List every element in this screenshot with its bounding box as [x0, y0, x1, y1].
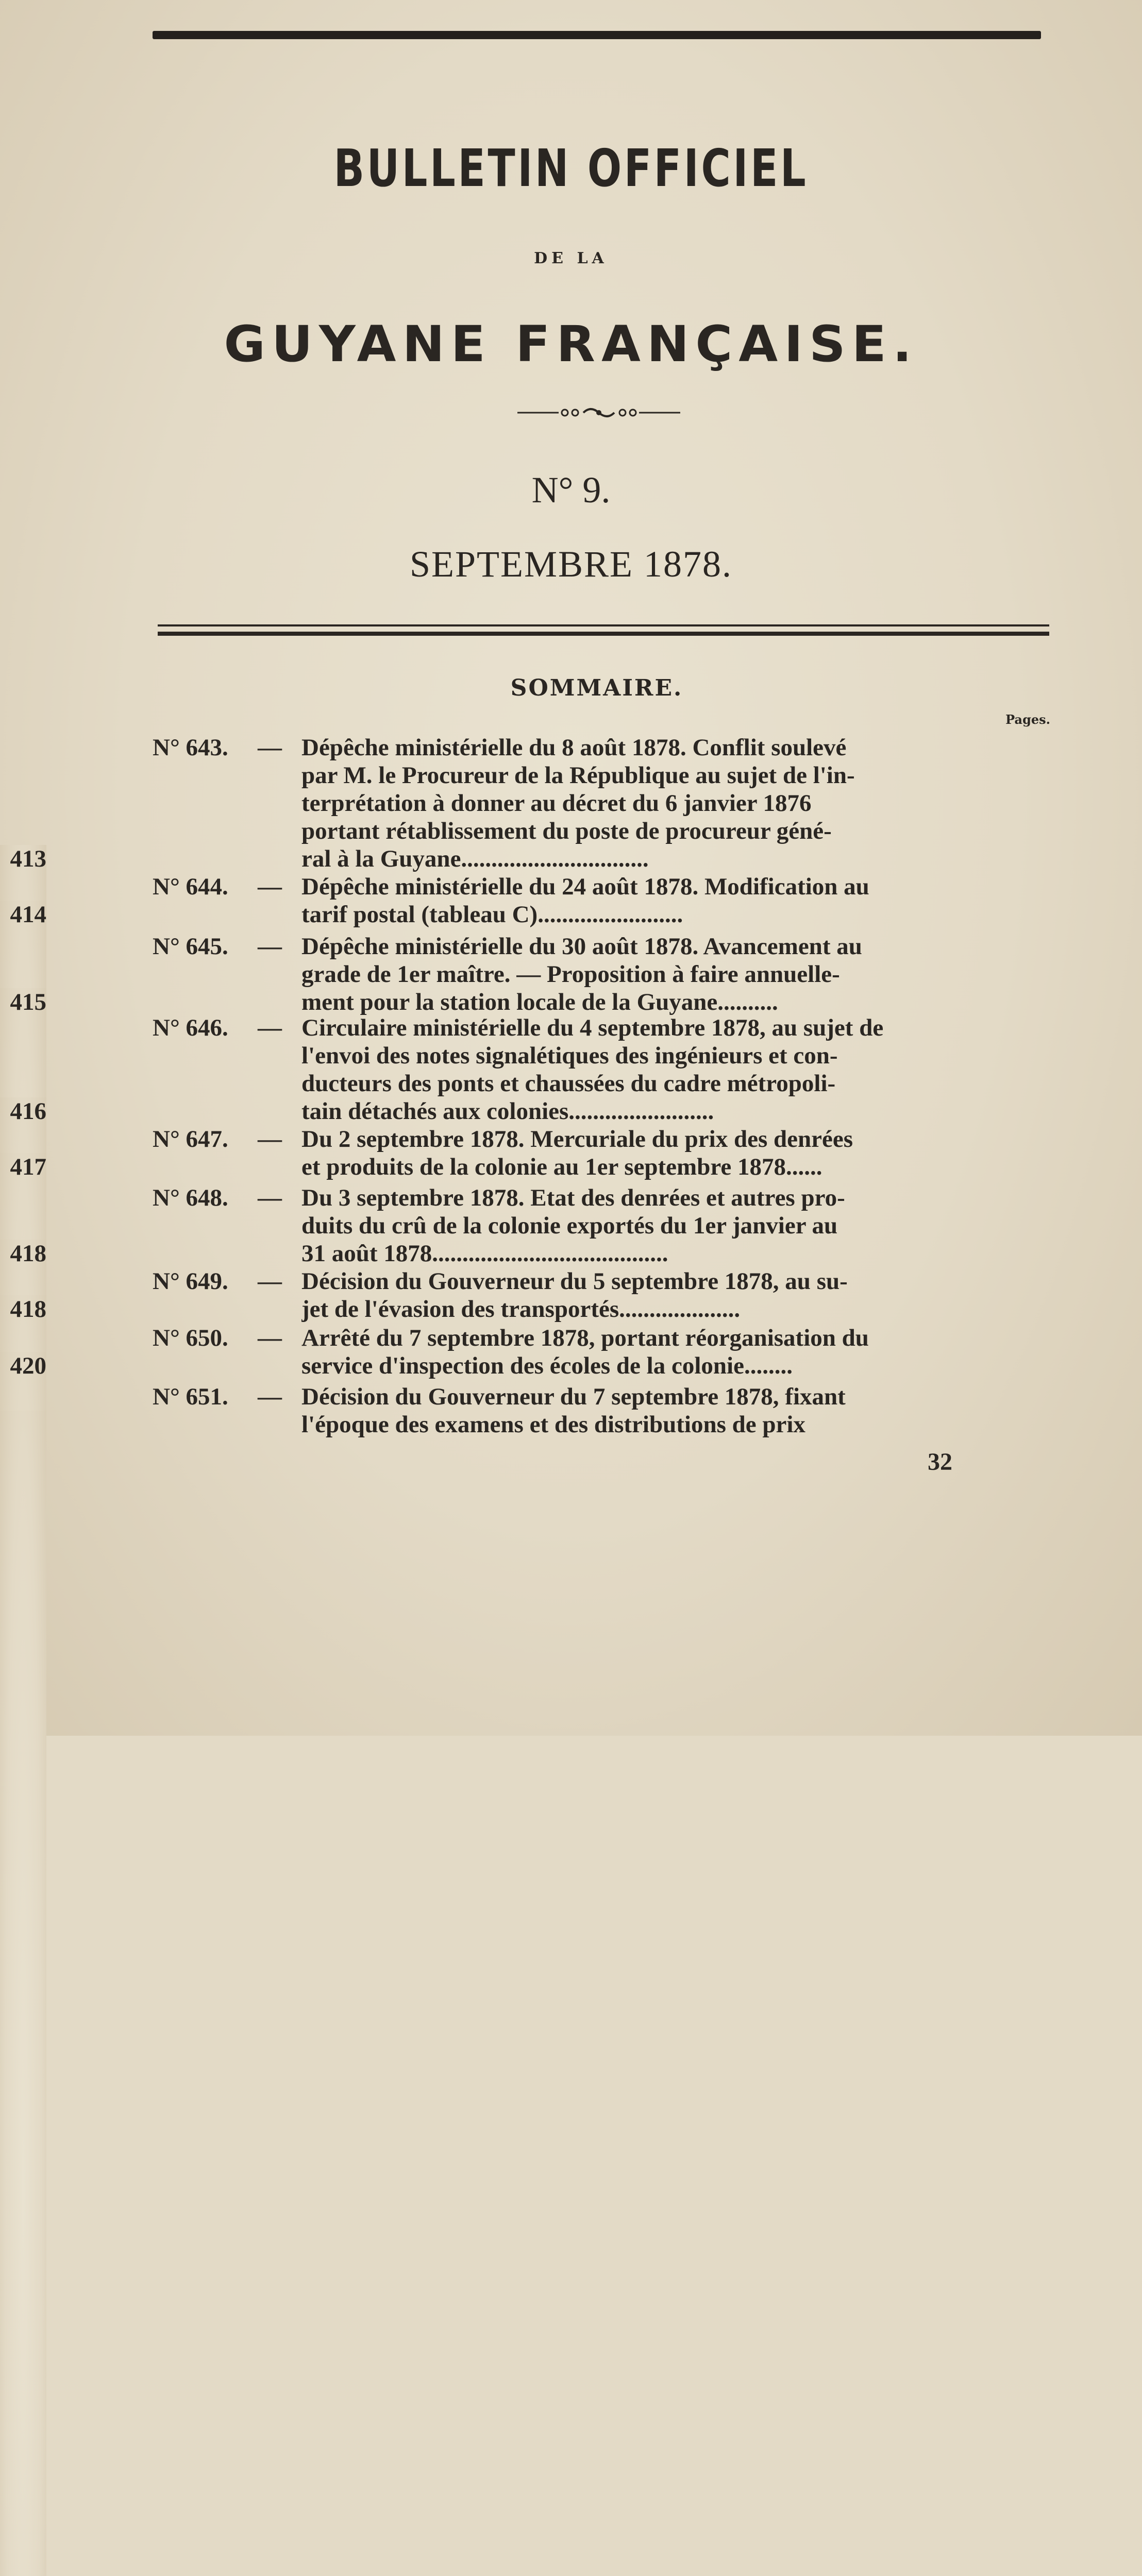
entry-page: 418 [0, 1295, 46, 2576]
entry-dash: — [258, 734, 282, 761]
entry-text [301, 1324, 995, 1380]
entry-line: tarif postal (tableau C)........................ [301, 901, 683, 928]
entry-line: ral à la Guyane............................... [301, 845, 649, 872]
entry-line: service d'inspection des écoles de la colonie........ [301, 1352, 793, 1379]
entry-line: terprétation à donner au décret du 6 janvier 1876 [301, 790, 812, 817]
entry-text [301, 1014, 995, 1125]
entry-page: 413 [0, 845, 46, 2576]
entry-page [0, 1411, 46, 2576]
entry-dash: — [258, 1184, 282, 1211]
entry-text [301, 1383, 995, 1438]
entry-line: 31 août 1878....................................... [301, 1240, 668, 1267]
entry-line: portant rétablissement du poste de procureur géné- [301, 818, 832, 844]
entry-page: 415 [0, 988, 46, 2576]
entry-line: grade de 1er maître. — Proposition à faire annuelle- [301, 961, 840, 988]
entry-dash: — [258, 1325, 282, 1351]
entry-line: Du 2 septembre 1878. Mercuriale du prix des denrées [301, 1126, 853, 1153]
entry-number: N° 649. [153, 1268, 228, 1295]
entry-line: jet de l'évasion des transportés.................... [301, 1296, 741, 1323]
entry-number: N° 648. [153, 1184, 228, 1211]
entry-line: Arrêté du 7 septembre 1878, portant réorganisation du [301, 1325, 869, 1351]
bulletin-title: BULLETIN OFFICIEL [333, 138, 809, 198]
entry-number: N° 645. [153, 933, 228, 960]
entry-text [301, 734, 995, 873]
title-connector: DE LA [534, 249, 608, 267]
entry-text [301, 933, 995, 1016]
entry-page: 417 [0, 1153, 46, 2576]
entry-line: l'envoi des notes signalétiques des ingénieurs et con- [301, 1042, 838, 1069]
entry-dash: — [258, 1383, 282, 1410]
entry-line: Décision du Gouverneur du 7 septembre 1878, fixant [301, 1383, 846, 1410]
entry-number: N° 646. [153, 1014, 228, 1041]
entry-line: Du 3 septembre 1878. Etat des denrées et autres pro- [301, 1184, 845, 1211]
entry-number: N° 650. [153, 1325, 228, 1351]
entry-line: par M. le Procureur de la République au sujet de l'in- [301, 762, 855, 789]
entry-line: duits du crû de la colonie exportés du 1er janvier au [301, 1212, 838, 1239]
entry-line: Dépêche ministérielle du 8 août 1878. Conflit soulevé [301, 734, 847, 761]
entry-dash: — [258, 933, 282, 960]
entry-text [301, 1267, 995, 1323]
entry-page: 418 [0, 1240, 46, 2576]
entry-number: N° 644. [153, 873, 228, 900]
issue-number: N° 9. [531, 469, 611, 511]
section-rule-lower [158, 632, 1049, 636]
ornament-divider [517, 407, 680, 418]
entry-dash: — [258, 1014, 282, 1041]
entry-page: 414 [0, 901, 46, 2576]
entry-dash: — [258, 1126, 282, 1153]
entry-dash: — [258, 1268, 282, 1295]
entry-dash: — [258, 873, 282, 900]
entry-page: 416 [0, 1097, 46, 2576]
entry-text [301, 873, 995, 928]
top-rule [153, 31, 1041, 39]
entry-line: Décision du Gouverneur du 5 septembre 1878, au su- [301, 1268, 848, 1295]
entry-line: ducteurs des ponts et chaussées du cadre métropoli- [301, 1070, 836, 1097]
entry-page: 420 [0, 1352, 46, 2576]
issue-date: SEPTEMBRE 1878. [409, 544, 733, 585]
entry-number: N° 651. [153, 1383, 228, 1410]
entry-line: l'époque des examens et des distributions de prix [301, 1411, 805, 1438]
sommaire-heading: SOMMAIRE. [510, 675, 683, 701]
entry-text [301, 1184, 995, 1267]
entry-line: tain détachés aux colonies........................ [301, 1098, 714, 1125]
entry-number: N° 643. [153, 734, 228, 761]
section-rule-upper [158, 624, 1049, 626]
entry-line: Circulaire ministérielle du 4 septembre 1878, au sujet de [301, 1014, 884, 1041]
territory-title: GUYANE FRANÇAISE. [224, 315, 918, 373]
entry-line: Dépêche ministérielle du 24 août 1878. Modification au [301, 873, 869, 900]
entry-line: Dépêche ministérielle du 30 août 1878. Avancement au [301, 933, 862, 960]
entry-text [301, 1125, 995, 1181]
entry-number: N° 647. [153, 1126, 228, 1153]
folio-number: 32 [928, 1448, 952, 1476]
entry-line: et produits de la colonie au 1er septembre 1878...... [301, 1154, 822, 1180]
entry-line: ment pour la station locale de la Guyane.......... [301, 989, 778, 1015]
pages-column-label: Pages. [1005, 712, 1050, 727]
